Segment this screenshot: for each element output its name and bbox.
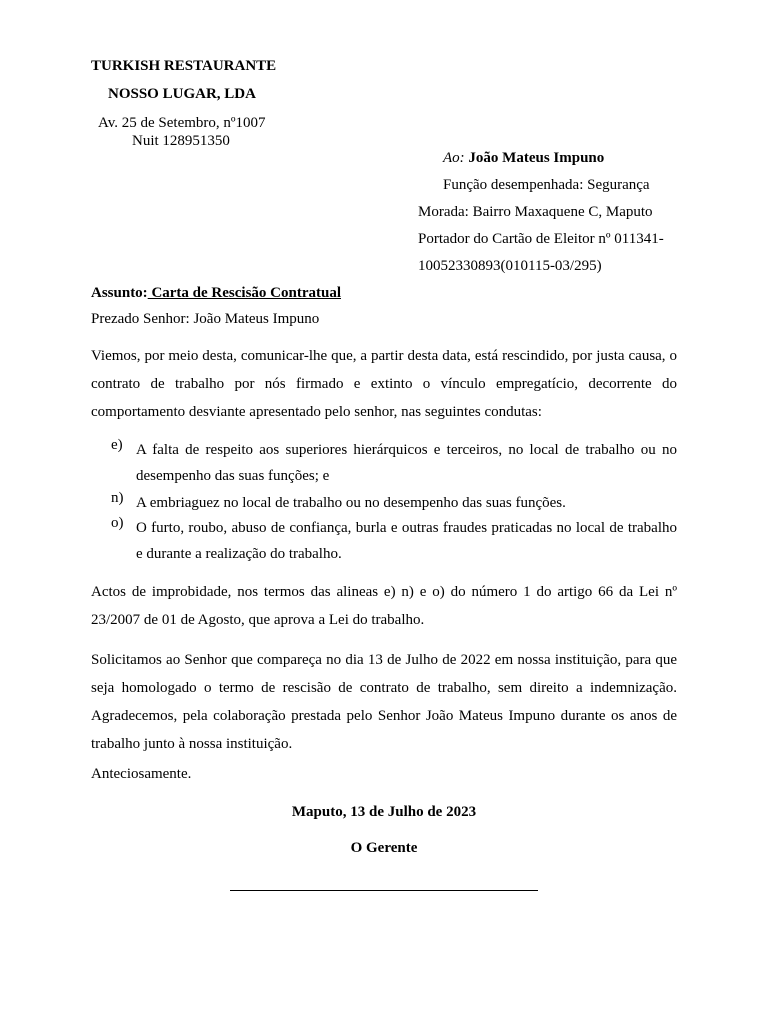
list-marker: n) [111,490,124,506]
legal-paragraph: Actos de improbidade, nos termos das alineas e) n) e o) do número 1 do artigo 66 da Lei nº 23/2007 de 01 de Agosto, que aprova a Lei do trabalho. [91,584,677,628]
list-item-text: O furto, roubo, abuso de confiança, burla e outras fraudes praticadas no local de trabalho e durante a realização do trabalho. [136,520,677,562]
subject-text: Carta de Rescisão Contratual [147,285,341,301]
signatory-title: O Gerente [350,840,418,856]
to-label: Ao: [443,150,465,166]
company-name: TURKISH RESTAURANTE [91,58,277,74]
company-address: Av. 25 de Setembro, nº1007 [98,115,266,131]
list-marker: e) [111,437,123,453]
recipient-card-line1: Portador do Cartão de Eleitor nº 011341- [418,231,664,247]
signature-line [230,890,538,891]
company-legal-name: NOSSO LUGAR, LDA [108,86,256,102]
closing: Anteciosamente. [91,766,192,782]
company-nuit: Nuit 128951350 [132,133,230,149]
recipient-residence: Morada: Bairro Maxaquene C, Maputo [418,204,653,220]
list-item-text: A embriaguez no local de trabalho ou no desempenho das suas funções. [136,495,566,511]
recipient-card-line2: 10052330893(010115-03/295) [418,258,602,274]
recipient-name: João Mateus Impuno [468,150,605,166]
recipient-function: Função desempenhada: Segurança [443,177,650,193]
intro-paragraph: Viemos, por meio desta, comunicar-lhe que, a partir desta data, está rescindido, por justa causa, o contrato de trabalho por nós firmado e extinto o vínculo empregatício, decorrente do comportamento desviante apresentado pelo senhor, nas seguintes condutas: [91,348,677,420]
list-marker: o) [111,515,124,531]
subject-label: Assunto: [91,285,148,301]
place-date: Maputo, 13 de Julho de 2023 [291,804,477,820]
subject-line [91,285,341,302]
salutation: Prezado Senhor: João Mateus Impuno [91,311,320,327]
recipient-to-line [443,150,604,167]
request-paragraph: Solicitamos ao Senhor que compareça no dia 13 de Julho de 2022 em nossa instituição, para que seja homologado o termo de rescisão de contrato de trabalho, sem direito a indemnização. Agradecemos, pela colaboração prestada pelo Senhor João Mateus Impuno durante os anos de trabalho junto à nossa instituição. [91,652,677,752]
list-item-text: A falta de respeito aos superiores hierárquicos e terceiros, no local de trabalho ou no desempenho das suas funções; e [136,442,677,484]
